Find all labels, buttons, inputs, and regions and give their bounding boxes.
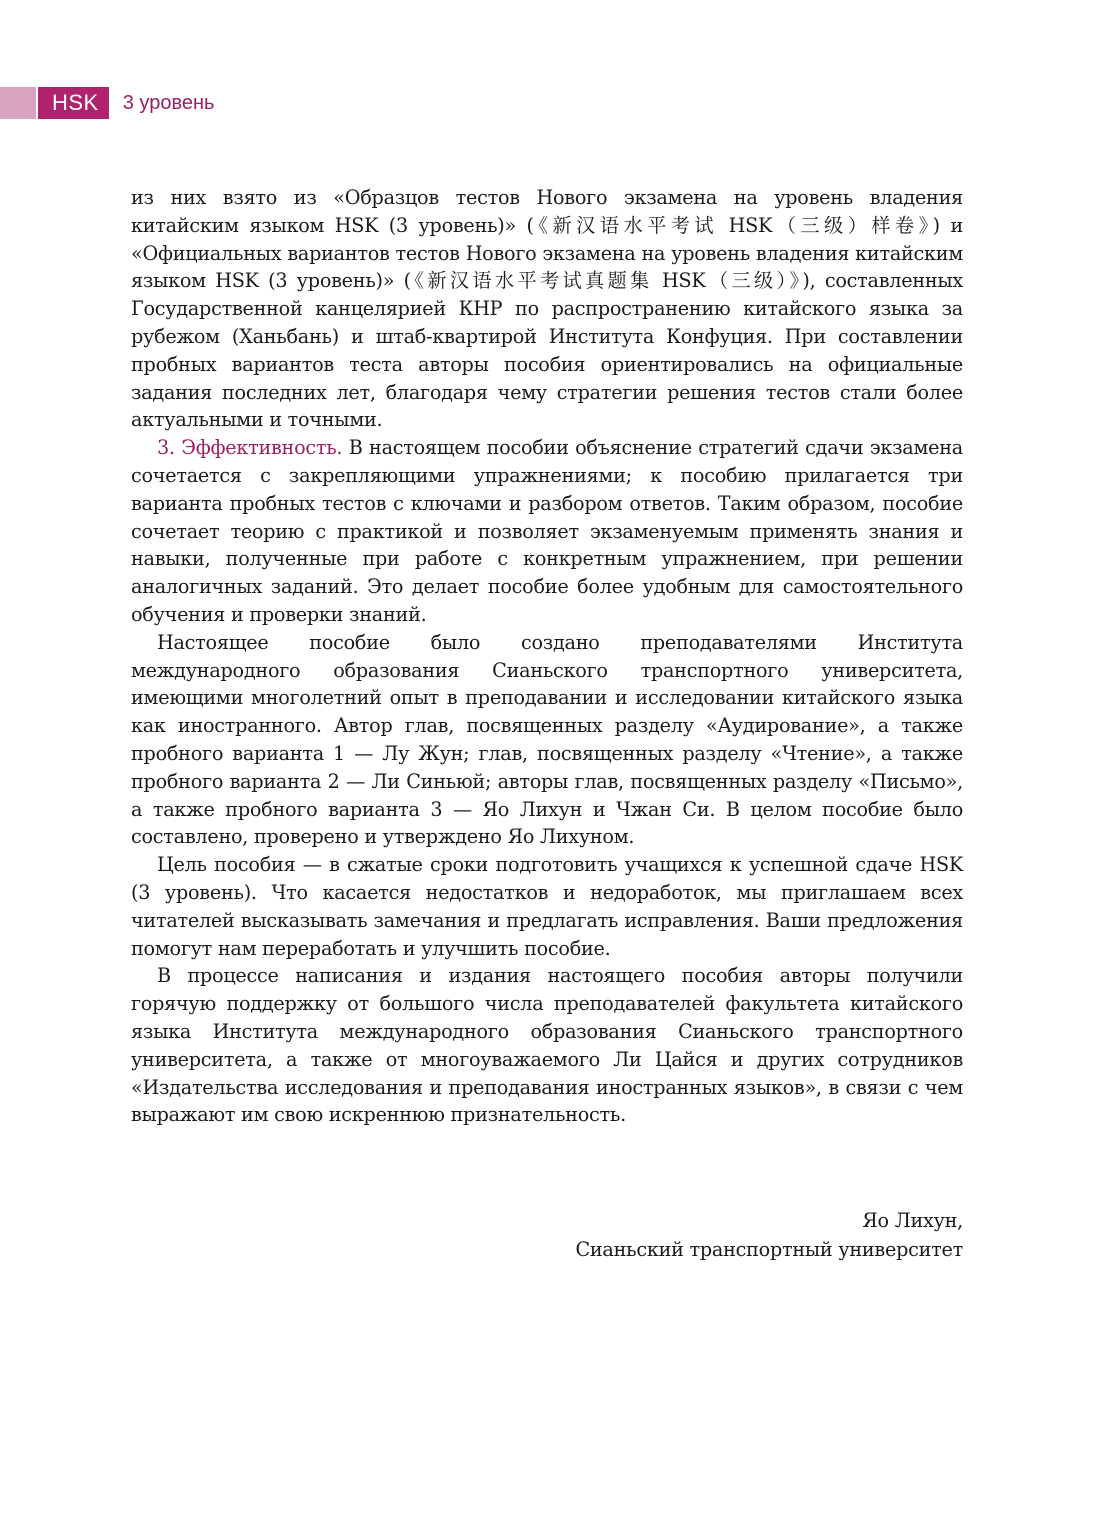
header-level-label: 3 уровень — [122, 92, 215, 114]
paragraph-2-text: В настоящем пособии объяснение стратегий сдачи экзамена сочетается с закрепляющими упражнениями; к пособию прилагается три варианта пробных тестов с ключами и разбором ответов. Таким образом, пособие сочетает теорию с практикой и позволяет экзаменуемым применять знания и навыки, полученные при работе с конкретным упражнением, при решении аналогичных заданий. Это делает пособие более удобным для самостоятельного обучения и проверки знаний. — [131, 436, 963, 626]
running-header — [0, 87, 214, 119]
paragraph-2-lead: 3. Эффективность. — [157, 436, 343, 460]
signature-block — [575, 1206, 963, 1264]
paragraph-4: Цель пособия — в сжатые сроки подготовить учащихся к успешной сдаче HSK (3 уровень). Что касается недостатков и недоработок, мы приглашаем всех читателей высказывать замечания и предлагать исправления. Ваши предложения помогут нам переработать и улучшить пособие. — [131, 853, 963, 960]
header-color-stripe — [0, 87, 36, 119]
signature-affiliation: Сианьский транспортный университет — [575, 1238, 963, 1261]
signature-name: Яо Лихун, — [862, 1209, 963, 1232]
paragraph-1: из них взято из «Образцов тестов Нового экзамена на уровень владения китайским языком HSK (3 уровень)» (《新汉语水平考试 HSK（三级）样卷》) и «Официальных вариантов тестов Нового экзамена на уровень владения китайским языком HSK (3 уровень)» (《新汉语水平考试真题集 HSK（三级）》), составленных Государственной канцелярией КНР по распространению китайского языка за рубежом (Ханьбань) и штаб-квартирой Института Конфуция. При составлении пробных вариантов теста авторы пособия ориентировались на официальные задания последних лет, благодаря чему стратегии решения тестов стали более актуальными и точными. — [131, 186, 963, 432]
paragraph-2 — [131, 434, 963, 629]
paragraph-5: В процессе написания и издания настоящего пособия авторы получили горячую поддержку от большого числа преподавателей факультета китайского языка Института международного образования Сианьского транспортного университета, а также от многоуважаемого Ли Цайся и других сотрудников «Издательства исследования и преподавания иностранных языков», в связи с чем выражают им свою искреннюю признательность. — [131, 964, 963, 1127]
header-hsk-tag: HSK — [38, 87, 109, 119]
body-text — [131, 184, 963, 1129]
paragraph-3: Настоящее пособие было создано преподавателями Института международного образования Сианьского транспортного университета, имеющими многолетний опыт в преподавании и исследовании китайского языка как иностранного. Автор глав, посвященных разделу «Аудирование», а также пробного варианта 1 — Лу Жун; глав, посвященных разделу «Чтение», а также пробного варианта 2 — Ли Синьюй; авторы глав, посвященных разделу «Письмо», а также пробного варианта 3 — Яо Лихун и Чжан Си. В целом пособие было составлено, проверено и утверждено Яо Лихуном. — [131, 630, 963, 849]
